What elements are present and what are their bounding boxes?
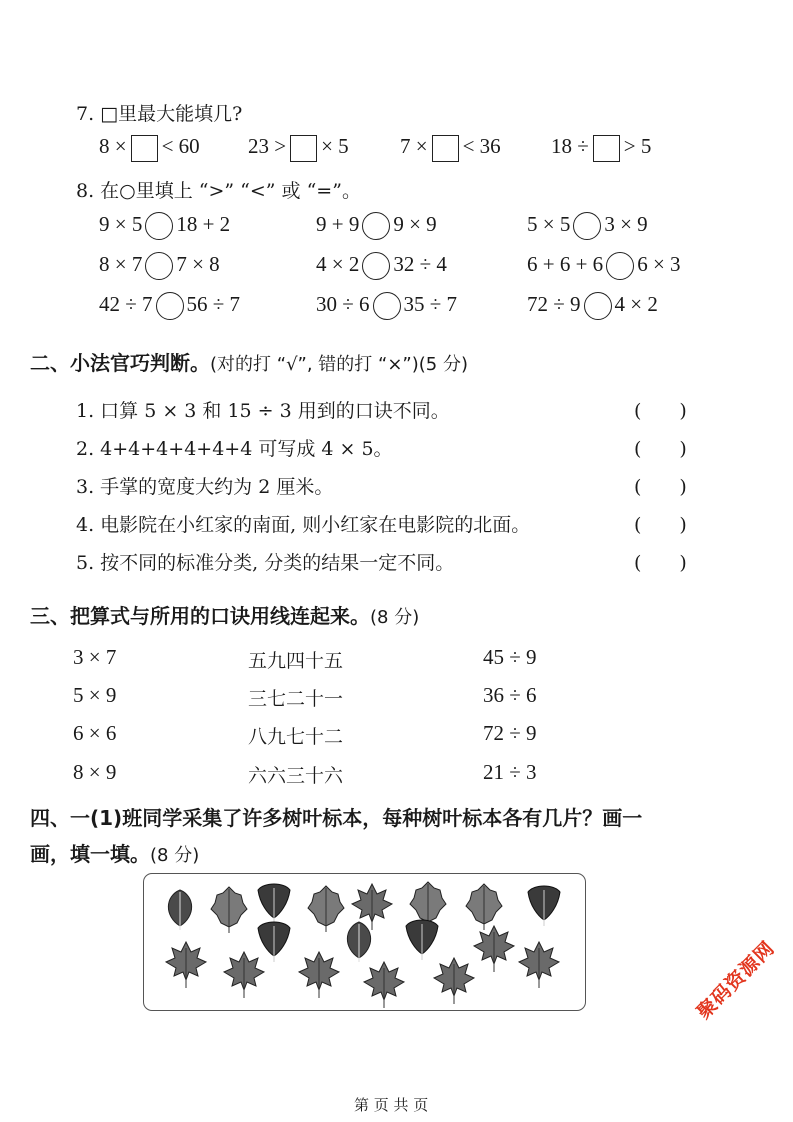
judge-item: 5. 按不同的标准分类, 分类的结果一定不同。 (76, 552, 455, 574)
leaf-icon (308, 886, 344, 932)
leaf-specimen-box (143, 873, 586, 1011)
compare-circle[interactable] (362, 212, 390, 240)
q7-item: 8 × < 60 (99, 134, 200, 162)
compare-item: 9 × 5 18 + 2 (99, 212, 230, 240)
expression[interactable]: 72 ÷ 9 (483, 721, 537, 745)
expression[interactable]: 21 ÷ 3 (483, 760, 537, 784)
compare-item: 30 ÷ 6 35 ÷ 7 (316, 292, 457, 320)
compare-circle[interactable] (373, 292, 401, 320)
compare-circle[interactable] (573, 212, 601, 240)
answer-parens[interactable]: ( ) (634, 552, 687, 574)
judge-item: 2. 4+4+4+4+4+4 可写成 4 × 5。 (76, 438, 393, 460)
expression[interactable]: 3 × 7 (73, 645, 117, 669)
q7-item: 18 ÷ > 5 (551, 134, 651, 162)
compare-item: 6 + 6 + 6 6 × 3 (527, 252, 681, 280)
compare-item: 8 × 7 7 × 8 (99, 252, 220, 280)
leaf-icon (466, 884, 502, 930)
answer-box[interactable] (131, 135, 158, 162)
q7-item: 23 > × 5 (248, 134, 349, 162)
leaf-icon (258, 884, 290, 924)
leaf-icon (299, 952, 339, 998)
leaf-icon (347, 922, 370, 962)
answer-box[interactable] (593, 135, 620, 162)
answer-parens[interactable]: ( ) (634, 400, 687, 422)
multiplication-rhyme[interactable]: 八九七十二 (248, 726, 344, 748)
compare-item: 5 × 5 3 × 9 (527, 212, 648, 240)
leaf-icon (258, 922, 290, 962)
leaf-icon (528, 886, 560, 926)
section-4-title: 四、一(1)班同学采集了许多树叶标本，每种树叶标本各有几片？画一 (30, 806, 643, 830)
leaf-icon (519, 942, 559, 988)
leaf-icon (168, 890, 191, 930)
compare-item: 4 × 2 32 ÷ 4 (316, 252, 447, 280)
q8-title: 8. 在○里填上 “>” “<” 或 “=”。 (76, 180, 361, 202)
expression[interactable]: 8 × 9 (73, 760, 117, 784)
compare-circle[interactable] (606, 252, 634, 280)
compare-circle[interactable] (156, 292, 184, 320)
compare-item: 72 ÷ 9 4 × 2 (527, 292, 658, 320)
leaf-icon (364, 962, 404, 1008)
watermark-logo: 聚码资源网 (692, 937, 780, 1024)
compare-circle[interactable] (145, 212, 173, 240)
expression[interactable]: 6 × 6 (73, 721, 117, 745)
answer-box[interactable] (290, 135, 317, 162)
expression[interactable]: 36 ÷ 6 (483, 683, 537, 707)
leaf-icon (224, 952, 264, 998)
judge-item: 4. 电影院在小红家的南面, 则小红家在电影院的北面。 (76, 514, 531, 536)
leaf-icon (434, 958, 474, 1004)
answer-box[interactable] (432, 135, 459, 162)
multiplication-rhyme[interactable]: 五九四十五 (248, 650, 344, 672)
multiplication-rhyme[interactable]: 三七二十一 (248, 688, 344, 710)
answer-parens[interactable]: ( ) (634, 514, 687, 536)
leaf-icon (166, 942, 206, 988)
answer-parens[interactable]: ( ) (634, 438, 687, 460)
compare-circle[interactable] (362, 252, 390, 280)
compare-circle[interactable] (584, 292, 612, 320)
judge-item: 3. 手掌的宽度大约为 2 厘米。 (76, 476, 334, 498)
expression[interactable]: 45 ÷ 9 (483, 645, 537, 669)
leaf-icon (211, 887, 247, 933)
compare-item: 9 + 9 9 × 9 (316, 212, 437, 240)
expression[interactable]: 5 × 9 (73, 683, 117, 707)
answer-parens[interactable]: ( ) (634, 476, 687, 498)
section-4-title-cont: 画，填一填。(8 分) (30, 842, 200, 866)
section-2-title: 二、小法官巧判断。(对的打 “√”, 错的打 “×”)(5 分) (30, 351, 469, 375)
compare-item: 42 ÷ 7 56 ÷ 7 (99, 292, 240, 320)
multiplication-rhyme[interactable]: 六六三十六 (248, 765, 344, 787)
leaf-icon (406, 920, 438, 960)
section-3-title: 三、把算式与所用的口诀用线连起来。(8 分) (30, 604, 420, 628)
q7-title: 7. □里最大能填几? (76, 103, 243, 125)
page-footer: 第 页 共 页 (354, 1096, 429, 1114)
compare-circle[interactable] (145, 252, 173, 280)
leaf-illustration (144, 874, 587, 1012)
judge-item: 1. 口算 5 × 3 和 15 ÷ 3 用到的口诀不同。 (76, 400, 450, 422)
leaf-icon (474, 926, 514, 972)
q7-item: 7 × < 36 (400, 134, 501, 162)
